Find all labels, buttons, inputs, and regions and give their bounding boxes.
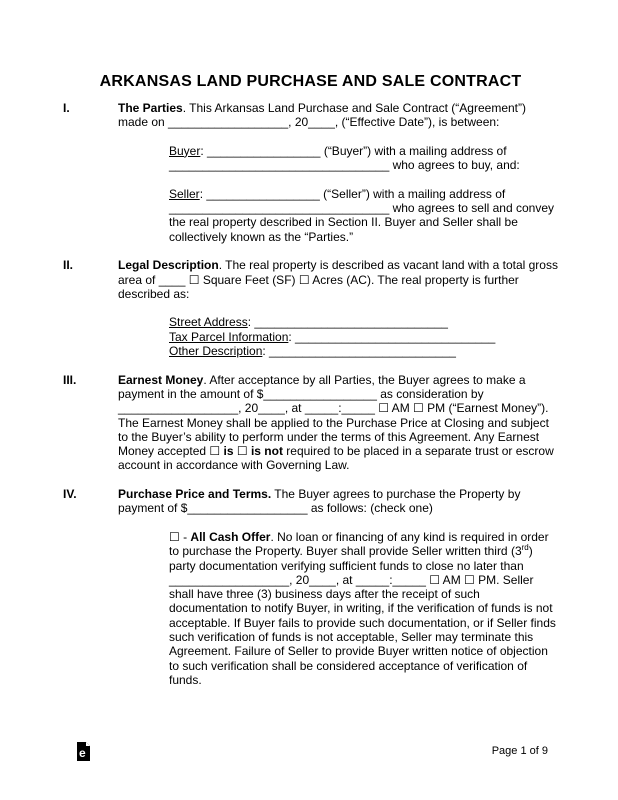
- paragraph: [169, 144, 558, 173]
- section-body: [118, 373, 558, 473]
- section-numeral: I.: [63, 101, 70, 115]
- page-number-label: Page 1 of 9: [491, 744, 548, 757]
- eforms-document-icon: [77, 742, 90, 761]
- paragraph: [169, 530, 558, 687]
- sections-container: [63, 101, 558, 687]
- text-segment: Street Address: [169, 315, 248, 330]
- text-segment: . The real property is described as vacant land with a total gross area of ____ ☐ Square Feet (SF) ☐ Acres (AC). The real property is further described as:: [118, 258, 558, 301]
- section-numeral: III.: [63, 372, 77, 387]
- text-segment: : ______________________________: [288, 329, 496, 344]
- text-segment: . No loan or financing of any kind is required in order to purchase the Property. Buyer shall provide Seller written third (3: [169, 529, 549, 559]
- page-footer: [77, 741, 548, 761]
- text-segment: Purchase Price and Terms.: [118, 487, 272, 502]
- text-segment: is: [223, 444, 234, 459]
- section-numeral: II.: [63, 258, 74, 273]
- text-segment: . This Arkansas Land Purchase and Sale Contract (“Agreement”) made on __________________, 20____, (“Effective Date”), is between:: [118, 101, 526, 130]
- text-segment: The Parties: [118, 101, 183, 115]
- page-title: ARKANSAS LAND PURCHASE AND SALE CONTRACT: [99, 73, 522, 90]
- contract-section: [63, 258, 558, 358]
- text-segment: . After acceptance by all Parties, the Buyer agrees to make a payment in the amount of $_________________ as consideration by __________________, 20____, at _____:_____ ☐ AM ☐ PM (“Earnest Money”). The Earnest Money shall be applied to the Purchase Price at Closing and subject to the Buyer’s ability to perform under the terms of this Agreement. Any Earnest Money accepted ☐: [118, 372, 549, 459]
- paragraph: [118, 487, 558, 516]
- text-segment: : ____________________________: [262, 344, 456, 359]
- paragraph: [118, 258, 558, 301]
- paragraph: [169, 187, 558, 244]
- section-numeral: IV.: [63, 487, 77, 502]
- text-segment: The Buyer agrees to purchase the Property by payment of $__________________ as follows: (check one): [118, 487, 521, 516]
- section-body: [118, 258, 558, 358]
- text-segment: Tax Parcel Information: [169, 329, 289, 344]
- text-segment: Buyer: [169, 143, 201, 158]
- text-segment: Earnest Money: [118, 372, 204, 387]
- text-segment: ) party documentation verifying sufficient funds to close no later than __________________, 20____, at _____:_____ ☐ AM ☐ PM. Seller shall have three (3) business days after the receipt of such documentation to notify Buyer, in writing, if the verification of funds is not acceptable. If Buyer fails to provide such documentation, or if Seller finds such verification of funds is not acceptable, Seller may terminate this Agreement. Failure of Seller to provide Buyer written notice of objection to such verification shall be considered acceptance of verification of funds.: [169, 544, 556, 687]
- text-segment: Legal Description: [118, 258, 219, 273]
- paragraph: [169, 344, 558, 358]
- section-body: [118, 101, 558, 244]
- text-segment: : _________________ (“Seller”) with a mailing address of _________________________________ who agrees to sell and convey the real property described in Section II. Buyer and Seller shall be collectively known as the “Parties.”: [169, 186, 555, 244]
- paragraph: [169, 315, 558, 329]
- text-segment: ☐ -: [169, 529, 191, 544]
- text-segment: All Cash Offer: [190, 529, 271, 544]
- contract-section: [63, 373, 558, 473]
- text-segment: Seller: [169, 186, 200, 201]
- section-body: [118, 487, 558, 687]
- paragraph: [169, 330, 558, 344]
- contract-section: [63, 487, 558, 687]
- text-segment: ☐: [233, 444, 251, 459]
- text-segment: : _____________________________: [247, 315, 448, 330]
- contract-section: [63, 101, 558, 244]
- text-segment: rd: [521, 543, 529, 553]
- text-segment: : _________________ (“Buyer”) with a mailing address of _________________________________ who agrees to buy, and:: [169, 143, 520, 173]
- text-segment: is not: [250, 444, 283, 459]
- text-segment: required to be placed in a separate trust or escrow account in accordance with Governing Law.: [118, 444, 554, 473]
- paragraph: [118, 101, 558, 130]
- text-segment: Other Description: [169, 344, 263, 359]
- svg-text:e: e: [79, 745, 86, 760]
- paragraph: [118, 373, 558, 473]
